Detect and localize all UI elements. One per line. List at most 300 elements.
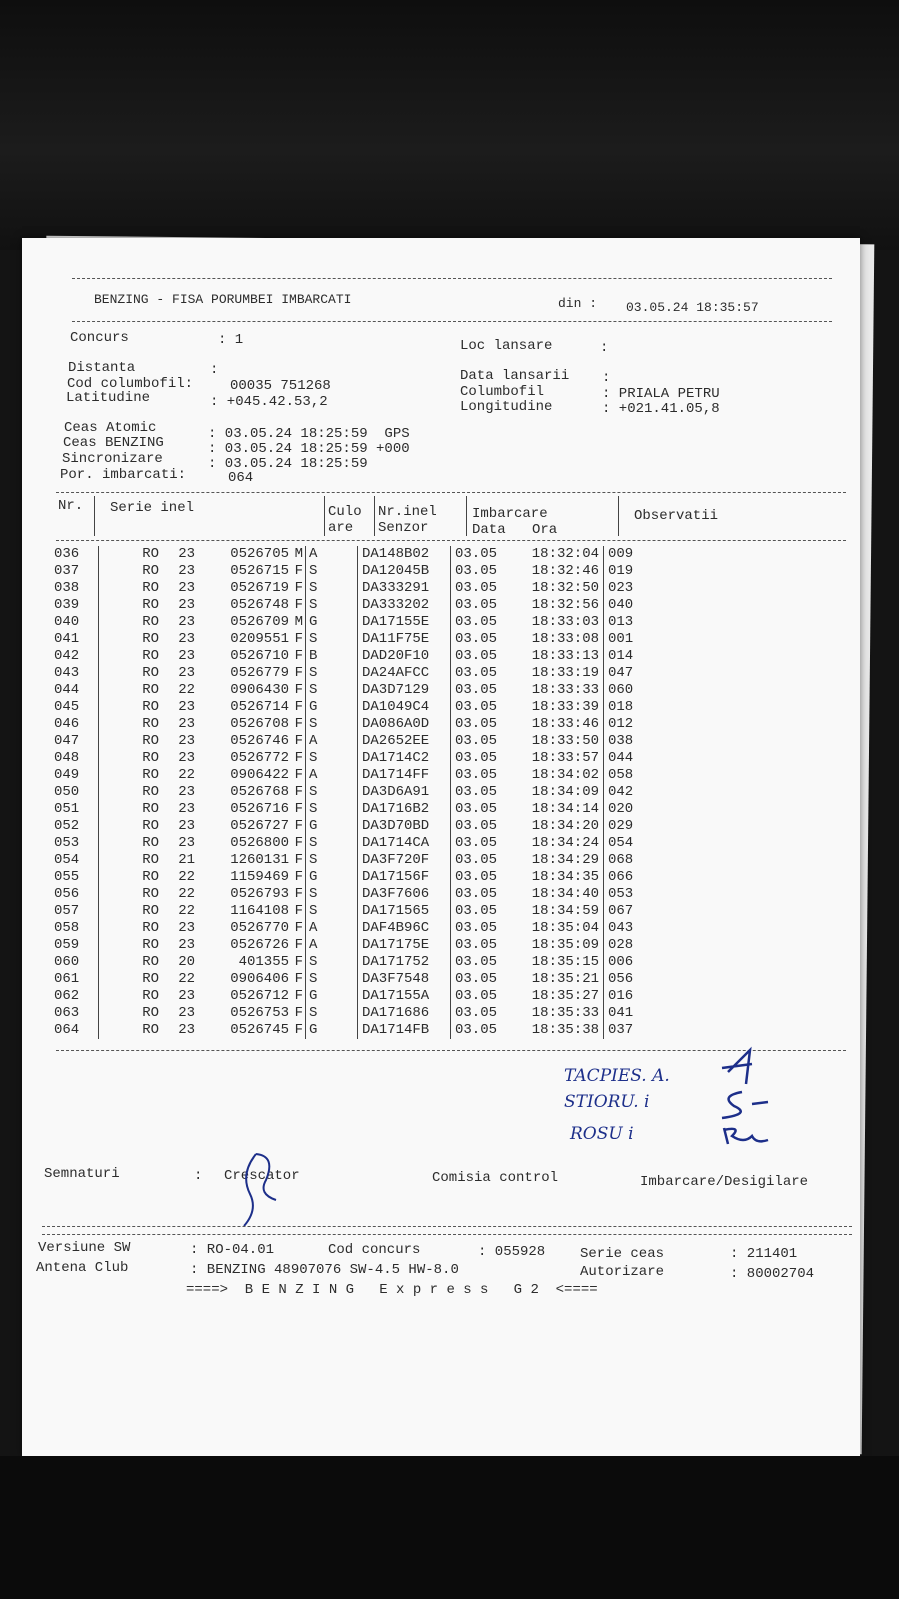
table-row: [54, 716, 668, 733]
row-sex: F: [289, 767, 306, 784]
row-nr: 036: [54, 546, 80, 562]
row-color: G: [306, 699, 358, 716]
row-year: 22: [178, 767, 195, 783]
row-date: 03.05: [455, 852, 498, 868]
row-serial: 0906406: [230, 971, 289, 987]
table-row: [54, 631, 668, 648]
table-row: [54, 563, 668, 580]
data-lansarii-label: Data lansarii: [460, 368, 570, 384]
row-divider: [88, 546, 99, 563]
row-nr: 047: [54, 733, 80, 749]
row-nr: 062: [54, 988, 80, 1004]
row-sensor: DA3F7548: [358, 971, 451, 988]
row-country: RO: [142, 767, 159, 783]
table-row: [54, 869, 668, 886]
concurs-value: : 1: [218, 332, 244, 348]
row-color: B: [306, 648, 358, 665]
row-nr: 048: [54, 750, 80, 766]
row-country: RO: [142, 733, 159, 749]
row-nr: 046: [54, 716, 80, 732]
row-sex: F: [289, 835, 306, 852]
row-time: 18:34:24: [509, 835, 604, 852]
row-sex: M: [289, 614, 306, 631]
loc-value: :: [600, 340, 609, 356]
row-divider: [88, 767, 99, 784]
row-nr: 038: [54, 580, 80, 596]
boarding-table: [54, 546, 668, 1039]
table-row: [54, 580, 668, 597]
footer-top-rule-2: [42, 1234, 852, 1235]
row-nr: 040: [54, 614, 80, 630]
row-divider: [88, 716, 99, 733]
row-sensor: DA17175E: [358, 937, 451, 954]
row-serial: 0526716: [230, 801, 289, 817]
row-obs: 060: [608, 682, 634, 698]
data-lansarii-value: :: [602, 370, 611, 386]
row-date: 03.05: [455, 1005, 498, 1021]
row-nr: 057: [54, 903, 80, 919]
columbofil-label: Columbofil: [460, 384, 545, 400]
row-date: 03.05: [455, 665, 498, 681]
row-year: 23: [178, 546, 195, 562]
row-time: 18:34:35: [509, 869, 604, 886]
row-country: RO: [142, 784, 159, 800]
row-time: 18:32:46: [509, 563, 604, 580]
row-year: 23: [178, 648, 195, 664]
row-serial: 1260131: [230, 852, 289, 868]
row-sex: M: [289, 546, 306, 563]
row-obs: 029: [608, 818, 634, 834]
row-serial: 0526753: [230, 1005, 289, 1021]
row-divider: [88, 784, 99, 801]
row-nr: 053: [54, 835, 80, 851]
row-divider: [88, 648, 99, 665]
row-date: 03.05: [455, 1022, 498, 1038]
row-sex: F: [289, 954, 306, 971]
row-country: RO: [142, 971, 159, 987]
row-date: 03.05: [455, 580, 498, 596]
row-date: 03.05: [455, 767, 498, 783]
row-year: 23: [178, 801, 195, 817]
row-time: 18:33:33: [509, 682, 604, 699]
row-sensor: DAF4B96C: [358, 920, 451, 937]
row-year: 23: [178, 835, 195, 851]
row-date: 03.05: [455, 631, 498, 647]
col-ora: Ora: [532, 522, 558, 538]
report-title: BENZING - FISA PORUMBEI IMBARCATI: [94, 292, 352, 307]
row-color: S: [306, 954, 358, 971]
row-obs: 038: [608, 733, 634, 749]
row-country: RO: [142, 903, 159, 919]
row-nr: 060: [54, 954, 80, 970]
row-time: 18:32:56: [509, 597, 604, 614]
row-color: G: [306, 614, 358, 631]
row-nr: 039: [54, 597, 80, 613]
distanta-label: Distanta: [68, 360, 136, 376]
row-nr: 041: [54, 631, 80, 647]
row-sensor: DA17156F: [358, 869, 451, 886]
row-color: G: [306, 1022, 358, 1039]
table-row: [54, 971, 668, 988]
row-divider: [88, 801, 99, 818]
row-obs: 040: [608, 597, 634, 613]
row-obs: 028: [608, 937, 634, 953]
col-are: are: [328, 520, 354, 536]
row-sensor: DA2652EE: [358, 733, 451, 750]
row-color: A: [306, 920, 358, 937]
col-nr: Nr.: [58, 498, 84, 514]
row-divider: [88, 631, 99, 648]
row-nr: 037: [54, 563, 80, 579]
row-year: 23: [178, 1022, 195, 1038]
row-time: 18:34:29: [509, 852, 604, 869]
row-time: 18:34:40: [509, 886, 604, 903]
row-country: RO: [142, 631, 159, 647]
table-row: [54, 920, 668, 937]
ceas-atomic-value: : 03.05.24 18:25:59 GPS: [208, 426, 410, 442]
ceas-benzing-label: Ceas BENZING: [63, 435, 164, 451]
row-year: 23: [178, 733, 195, 749]
lat-label: Latitudine: [66, 390, 151, 406]
row-sensor: DA24AFCC: [358, 665, 451, 682]
row-year: 22: [178, 869, 195, 885]
row-serial: 0526800: [230, 835, 289, 851]
row-color: A: [306, 937, 358, 954]
row-serial: 0526710: [230, 648, 289, 664]
row-country: RO: [142, 869, 159, 885]
longitudine-value: : +021.41.05,8: [602, 401, 720, 417]
row-sensor: DA3D70BD: [358, 818, 451, 835]
row-date: 03.05: [455, 716, 498, 732]
row-time: 18:33:46: [509, 716, 604, 733]
row-year: 22: [178, 886, 195, 902]
concurs-label: Concurs: [70, 330, 129, 346]
longitudine-label: Longitudine: [460, 399, 553, 415]
row-country: RO: [142, 750, 159, 766]
row-country: RO: [142, 716, 159, 732]
col-divider: [94, 496, 95, 536]
row-color: S: [306, 852, 358, 869]
row-year: 23: [178, 818, 195, 834]
lat-value: : +045.42.53,2: [210, 394, 328, 410]
col-observatii: Observatii: [634, 508, 719, 524]
row-year: 23: [178, 631, 195, 647]
row-year: 22: [178, 971, 195, 987]
table-row: [54, 835, 668, 852]
row-country: RO: [142, 648, 159, 664]
row-obs: 056: [608, 971, 634, 987]
footer-top-rule: [42, 1226, 852, 1227]
row-date: 03.05: [455, 903, 498, 919]
row-obs: 014: [608, 648, 634, 664]
row-obs: 042: [608, 784, 634, 800]
table-row: [54, 733, 668, 750]
row-country: RO: [142, 699, 159, 715]
row-year: 22: [178, 682, 195, 698]
comisia-label: Comisia control: [432, 1170, 559, 1186]
row-color: A: [306, 733, 358, 750]
row-country: RO: [142, 580, 159, 596]
row-divider: [88, 1022, 99, 1039]
row-sex: F: [289, 903, 306, 920]
row-sex: F: [289, 818, 306, 835]
col-imbarcare: Imbarcare: [472, 506, 548, 522]
table-row: [54, 954, 668, 971]
row-year: 23: [178, 937, 195, 953]
row-obs: 067: [608, 903, 634, 919]
row-sensor: DAD20F10: [358, 648, 451, 665]
versiune-value: : RO-04.01: [190, 1242, 275, 1258]
row-divider: [88, 682, 99, 699]
semnaturi-label: Semnaturi: [44, 1166, 120, 1182]
row-obs: 047: [608, 665, 634, 681]
row-date: 03.05: [455, 920, 498, 936]
row-serial: 0526705: [230, 546, 289, 562]
row-serial: 0526727: [230, 818, 289, 834]
row-year: 23: [178, 1005, 195, 1021]
row-country: RO: [142, 1022, 159, 1038]
imbarcare-desigilare-label: Imbarcare/Desigilare: [640, 1174, 809, 1190]
row-nr: 045: [54, 699, 80, 715]
row-time: 18:34:14: [509, 801, 604, 818]
row-serial: 0526708: [230, 716, 289, 732]
row-serial: 401355: [230, 954, 289, 970]
row-obs: 012: [608, 716, 634, 732]
row-divider: [88, 988, 99, 1005]
row-sex: F: [289, 716, 306, 733]
row-year: 23: [178, 750, 195, 766]
row-country: RO: [142, 563, 159, 579]
row-date: 03.05: [455, 954, 498, 970]
row-date: 03.05: [455, 614, 498, 630]
col-divider: [324, 496, 325, 536]
row-date: 03.05: [455, 750, 498, 766]
row-year: 21: [178, 852, 195, 868]
row-time: 18:35:38: [509, 1022, 604, 1039]
din-label: din :: [558, 296, 598, 311]
cod-label: Cod columbofil:: [67, 376, 194, 392]
row-sensor: DA333291: [358, 580, 451, 597]
row-obs: 013: [608, 614, 634, 630]
row-country: RO: [142, 852, 159, 868]
row-time: 18:33:03: [509, 614, 604, 631]
row-divider: [88, 597, 99, 614]
row-time: 18:35:21: [509, 971, 604, 988]
row-divider: [88, 750, 99, 767]
row-time: 18:33:50: [509, 733, 604, 750]
row-country: RO: [142, 801, 159, 817]
row-year: 23: [178, 699, 195, 715]
distanta-value: :: [210, 362, 219, 378]
row-divider: [88, 580, 99, 597]
row-divider: [88, 954, 99, 971]
table-row: [54, 597, 668, 614]
row-date: 03.05: [455, 648, 498, 664]
row-sensor: DA1716B2: [358, 801, 451, 818]
row-time: 18:33:08: [509, 631, 604, 648]
row-obs: 018: [608, 699, 634, 715]
row-nr: 042: [54, 648, 80, 664]
benzing-express-banner: ====> B E N Z I N G E x p r e s s G 2 <====: [186, 1282, 598, 1298]
table-row: [54, 546, 668, 563]
row-divider: [88, 971, 99, 988]
table-header-bottom-rule: [56, 540, 846, 541]
row-date: 03.05: [455, 563, 498, 579]
row-time: 18:35:04: [509, 920, 604, 937]
loc-label: Loc lansare: [460, 338, 553, 354]
row-time: 18:35:27: [509, 988, 604, 1005]
autorizare-label: Autorizare: [580, 1264, 665, 1280]
row-sensor: DA1714CA: [358, 835, 451, 852]
row-country: RO: [142, 1005, 159, 1021]
row-color: S: [306, 563, 358, 580]
row-time: 18:32:04: [509, 546, 604, 563]
row-obs: 037: [608, 1022, 634, 1038]
row-sex: F: [289, 631, 306, 648]
col-divider: [466, 496, 467, 536]
row-country: RO: [142, 937, 159, 953]
row-divider: [88, 886, 99, 903]
row-date: 03.05: [455, 869, 498, 885]
row-color: S: [306, 886, 358, 903]
row-sex: F: [289, 784, 306, 801]
row-country: RO: [142, 920, 159, 936]
semnaturi-sep: :: [194, 1168, 203, 1184]
col-data: Data: [472, 522, 506, 538]
table-row: [54, 648, 668, 665]
handwritten-signatures: [712, 1044, 792, 1154]
row-sensor: DA3D6A91: [358, 784, 451, 801]
row-obs: 058: [608, 767, 634, 783]
crescator-signature: [236, 1144, 296, 1234]
row-nr: 061: [54, 971, 80, 987]
row-country: RO: [142, 954, 159, 970]
row-divider: [88, 1005, 99, 1022]
row-sex: F: [289, 563, 306, 580]
col-serie: Serie inel: [110, 500, 195, 516]
row-year: 23: [178, 614, 195, 630]
row-obs: 053: [608, 886, 634, 902]
row-country: RO: [142, 546, 159, 562]
row-time: 18:32:50: [509, 580, 604, 597]
table-row: [54, 784, 668, 801]
table-row: [54, 988, 668, 1005]
row-sensor: DA148B02: [358, 546, 451, 563]
row-obs: 043: [608, 920, 634, 936]
row-sensor: DA1714FF: [358, 767, 451, 784]
handwritten-name-1: TACPIES. A.: [564, 1066, 670, 1086]
row-sensor: DA17155E: [358, 614, 451, 631]
antena-value: : BENZING 48907076 SW-4.5 HW-8.0: [190, 1262, 459, 1278]
row-time: 18:35:15: [509, 954, 604, 971]
row-sensor: DA17155A: [358, 988, 451, 1005]
row-sensor: DA12045B: [358, 563, 451, 580]
row-nr: 043: [54, 665, 80, 681]
row-country: RO: [142, 665, 159, 681]
row-year: 22: [178, 903, 195, 919]
row-time: 18:33:39: [509, 699, 604, 716]
handwritten-name-2: STIORU. i: [564, 1092, 650, 1112]
sincronizare-value: : 03.05.24 18:25:59: [208, 456, 368, 472]
row-divider: [88, 852, 99, 869]
row-year: 23: [178, 665, 195, 681]
row-country: RO: [142, 988, 159, 1004]
row-time: 18:34:59: [509, 903, 604, 920]
row-time: 18:33:13: [509, 648, 604, 665]
row-divider: [88, 869, 99, 886]
row-sensor: DA1049C4: [358, 699, 451, 716]
row-color: S: [306, 631, 358, 648]
row-sex: F: [289, 699, 306, 716]
row-serial: 0526748: [230, 597, 289, 613]
row-date: 03.05: [455, 801, 498, 817]
row-date: 03.05: [455, 971, 498, 987]
table-row: [54, 699, 668, 716]
row-obs: 006: [608, 954, 634, 970]
table-row: [54, 665, 668, 682]
table-row: [54, 614, 668, 631]
row-color: G: [306, 818, 358, 835]
cod-value: 00035 751268: [230, 378, 331, 394]
ceas-atomic-label: Ceas Atomic: [64, 420, 157, 436]
row-sex: F: [289, 597, 306, 614]
row-time: 18:34:02: [509, 767, 604, 784]
row-nr: 044: [54, 682, 80, 698]
row-serial: 0526712: [230, 988, 289, 1004]
row-time: 18:35:09: [509, 937, 604, 954]
row-color: S: [306, 597, 358, 614]
row-country: RO: [142, 614, 159, 630]
row-date: 03.05: [455, 682, 498, 698]
row-sensor: DA333202: [358, 597, 451, 614]
sincronizare-label: Sincronizare: [62, 451, 163, 467]
row-color: A: [306, 546, 358, 563]
row-sensor: DA11F75E: [358, 631, 451, 648]
row-obs: 020: [608, 801, 634, 817]
row-year: 23: [178, 597, 195, 613]
row-sex: F: [289, 1005, 306, 1022]
table-row: [54, 852, 668, 869]
row-serial: 0526714: [230, 699, 289, 715]
row-color: S: [306, 750, 358, 767]
autorizare-value: : 80002704: [730, 1266, 815, 1282]
row-color: S: [306, 682, 358, 699]
row-year: 23: [178, 563, 195, 579]
por-value: 064: [228, 470, 254, 486]
row-nr: 055: [54, 869, 80, 885]
row-sensor: DA171565: [358, 903, 451, 920]
row-date: 03.05: [455, 699, 498, 715]
row-date: 03.05: [455, 597, 498, 613]
row-time: 18:34:20: [509, 818, 604, 835]
row-serial: 0526746: [230, 733, 289, 749]
row-nr: 058: [54, 920, 80, 936]
row-sensor: DA1714C2: [358, 750, 451, 767]
ceas-benzing-value: : 03.05.24 18:25:59 +000: [208, 441, 410, 457]
row-color: S: [306, 971, 358, 988]
row-nr: 064: [54, 1022, 80, 1038]
col-culo: Culo: [328, 504, 362, 520]
row-nr: 054: [54, 852, 80, 868]
row-sex: F: [289, 869, 306, 886]
row-serial: 0526719: [230, 580, 289, 596]
dark-foreground: [0, 1456, 899, 1599]
col-senzor: Senzor: [378, 520, 429, 536]
row-divider: [88, 937, 99, 954]
row-obs: 001: [608, 631, 634, 647]
row-serial: 0526793: [230, 886, 289, 902]
table-row: [54, 818, 668, 835]
